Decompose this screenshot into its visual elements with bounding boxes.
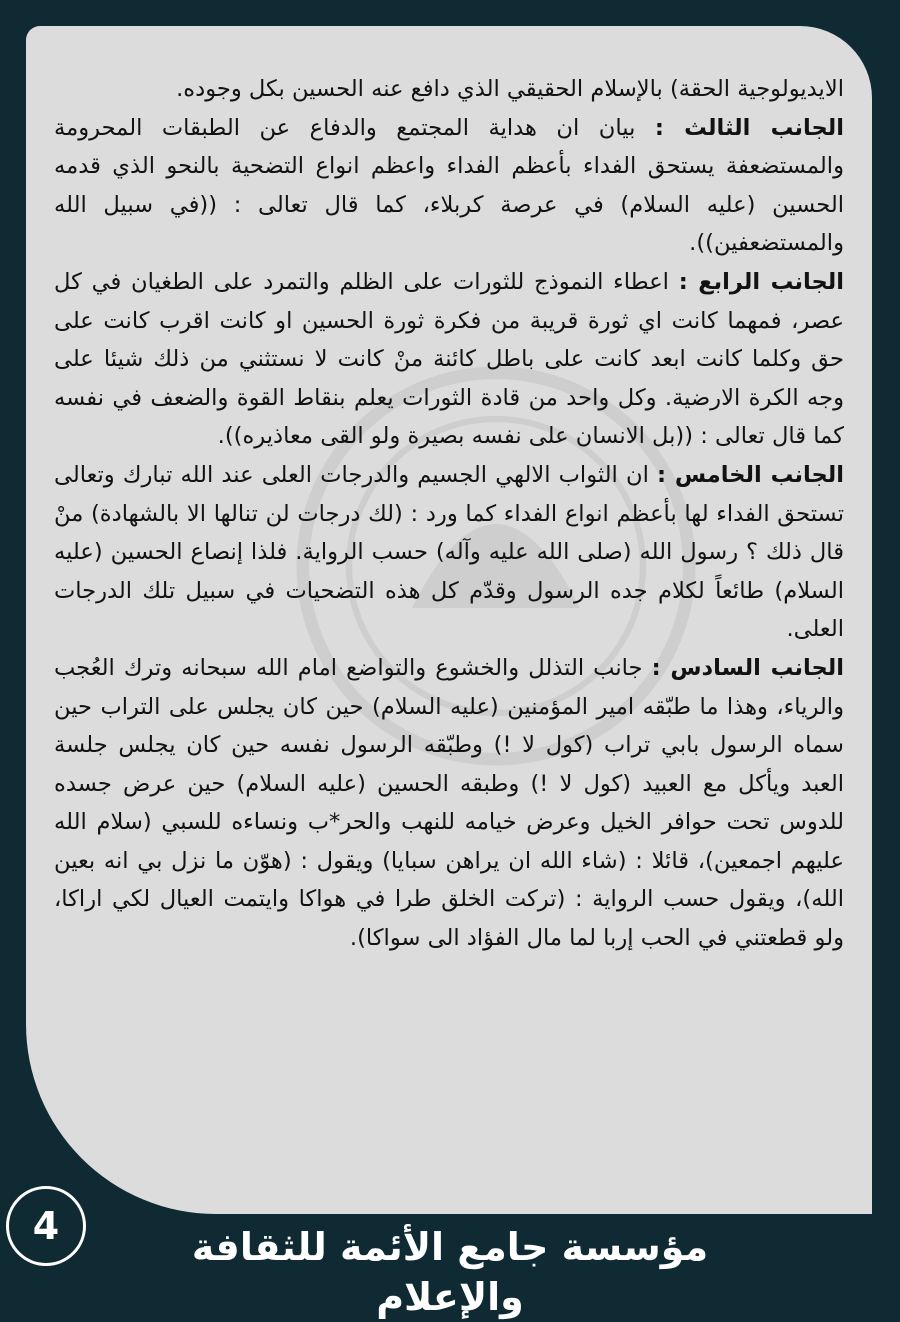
page-card xyxy=(26,26,872,1214)
section-text: جانب التذلل والخشوع والتواضع امام الله سبحانه وترك العُجب والرياء، وهذا ما طبّقه امير المؤمنين (عليه السلام) حين كان يجلس على التراب حين سماه الرسول بابي تراب (كول لا !) وطبّقه الرسول نفسه حين كان يجلس جلسة العبد ويأكل مع العبيد (كول لا !) وطبقه الحسين (عليه السلام) حين عرض جسده للدوس تحت حوافر الخيل وعرض خيامه للنهب والحر*ب ونساءه للسبي (سلام الله عليهم اجمعين)، قائلا : (شاء الله ان يراهن سبايا) ويقول : (هوّن ما نزل بي انه بعين الله)، ويقول حسب الرواية : (تركت الخلق طرا في هواكا وايتمت العيال لكي اراكا، ولو قطعتني في الحب إربا لما مال الفؤاد الى سواكا). xyxy=(54,654,844,952)
intro-paragraph: الايديولوجية الحقة) بالإسلام الحقيقي الذي دافع عنه الحسين بكل وجوده. xyxy=(176,76,844,102)
article-body xyxy=(54,70,844,958)
section-heading: الجانب الخامس : xyxy=(657,461,845,488)
section-paragraph xyxy=(54,109,844,263)
footer-brand: مؤسسة جامع الأئمة للثقافة والإعلام xyxy=(191,1225,709,1319)
section-text: بيان ان هداية المجتمع والدفاع عن الطبقات المحرومة والمستضعفة يستحق الفداء بأعظم الفداء واعظم انواع التضحية بالنحو الذي قدمه الحسين (عليه السلام) في عرصة كربلاء، كما قال تعالى : ((في سبيل الله والمستضعفين)). xyxy=(54,114,844,257)
section-heading: الجانب الثالث : xyxy=(654,114,844,141)
page-number: 4 xyxy=(6,1186,86,1266)
section-paragraph xyxy=(54,263,844,456)
section-heading: الجانب الرابع : xyxy=(678,268,844,295)
section-paragraph xyxy=(54,456,844,649)
section-text: ان الثواب الالهي الجسيم والدرجات العلى عند الله تبارك وتعالى تستحق الفداء لها بأعظم انواع الفداء كما ورد : (لك درجات لن تنالها الا بالشهادة) منْ قال ذلك ؟ رسول الله (صلى الله عليه وآله) حسب الرواية. فلذا إنصاع الحسين (عليه السلام) طائعاً لكلام جده الرسول وقدّم كل هذه التضحيات في سبيل تلك الدرجات العلى. xyxy=(54,461,844,643)
section-heading: الجانب السادس : xyxy=(651,654,844,681)
section-text: اعطاء النموذج للثورات على الظلم والتمرد على الطغيان في كل عصر، فمهما كانت اي ثورة قريبة من فكرة ثورة الحسين او كانت اقرب كانت على حق وكلما كانت ابعد كانت على باطل كائنة منْ كانت لا نستثني من ذلك شيئا على وجه الكرة الارضية. وكل واحد من قادة الثورات يعلم بنقاط القوة والضعف في نفسه كما قال تعالى : ((بل الانسان على نفسه بصيرة ولو القى معاذيره)). xyxy=(54,268,844,450)
section-paragraph xyxy=(54,649,844,958)
